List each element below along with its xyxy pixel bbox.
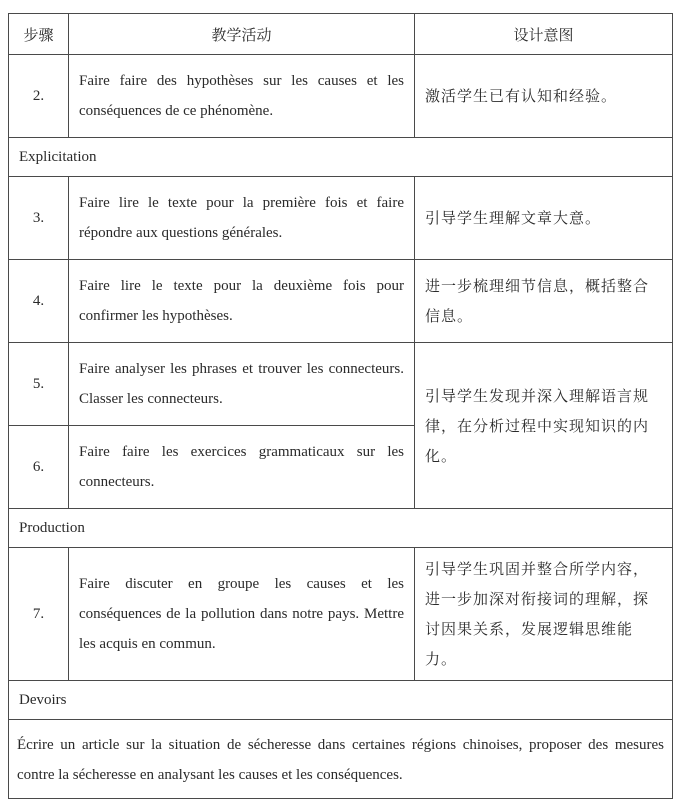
table-row [9,177,673,260]
table-row [9,343,673,426]
activity-cell: Faire faire des hypothèses sur les causes et les conséquences de ce phénomène. [69,55,415,138]
intent-cell: 引导学生发现并深入理解语言规律，在分析过程中实现知识的内化。 [415,343,673,509]
section-row [9,509,673,548]
lesson-plan [8,13,672,799]
step-number: 5. [9,343,69,426]
activity-cell: Faire analyser les phrases et trouver les connecteurs. Classer les connecteurs. [69,343,415,426]
table-row [9,548,673,681]
table-header-row [9,14,673,55]
step-number: 2. [9,55,69,138]
step-number: 4. [9,260,69,343]
header-intent: 设计意图 [415,14,673,55]
activity-cell: Faire lire le texte pour la deuxième fois pour confirmer les hypothèses. [69,260,415,343]
intent-cell: 引导学生理解文章大意。 [415,177,673,260]
homework-row [9,720,673,799]
section-row [9,138,673,177]
homework-text: Écrire un article sur la situation de sécheresse dans certaines régions chinoises, proposer des mesures contre la sécheresse en analysant les causes et les conséquences. [9,720,673,799]
section-row [9,681,673,720]
lesson-plan-table [8,13,673,799]
intent-cell: 激活学生已有认知和经验。 [415,55,673,138]
table-row [9,55,673,138]
section-devoirs: Devoirs [9,681,673,720]
header-step: 步骤 [9,14,69,55]
activity-cell: Faire discuter en groupe les causes et les conséquences de la pollution dans notre pays. Mettre les acquis en commun. [69,548,415,681]
step-number: 3. [9,177,69,260]
header-activity: 教学活动 [69,14,415,55]
section-production: Production [9,509,673,548]
section-explicitation: Explicitation [9,138,673,177]
activity-cell: Faire lire le texte pour la première fois et faire répondre aux questions générales. [69,177,415,260]
step-number: 7. [9,548,69,681]
activity-cell: Faire faire les exercices grammaticaux sur les connecteurs. [69,426,415,509]
step-number: 6. [9,426,69,509]
intent-cell: 引导学生巩固并整合所学内容，进一步加深对衔接词的理解，探讨因果关系，发展逻辑思维能力。 [415,548,673,681]
table-row [9,260,673,343]
intent-cell: 进一步梳理细节信息，概括整合信息。 [415,260,673,343]
